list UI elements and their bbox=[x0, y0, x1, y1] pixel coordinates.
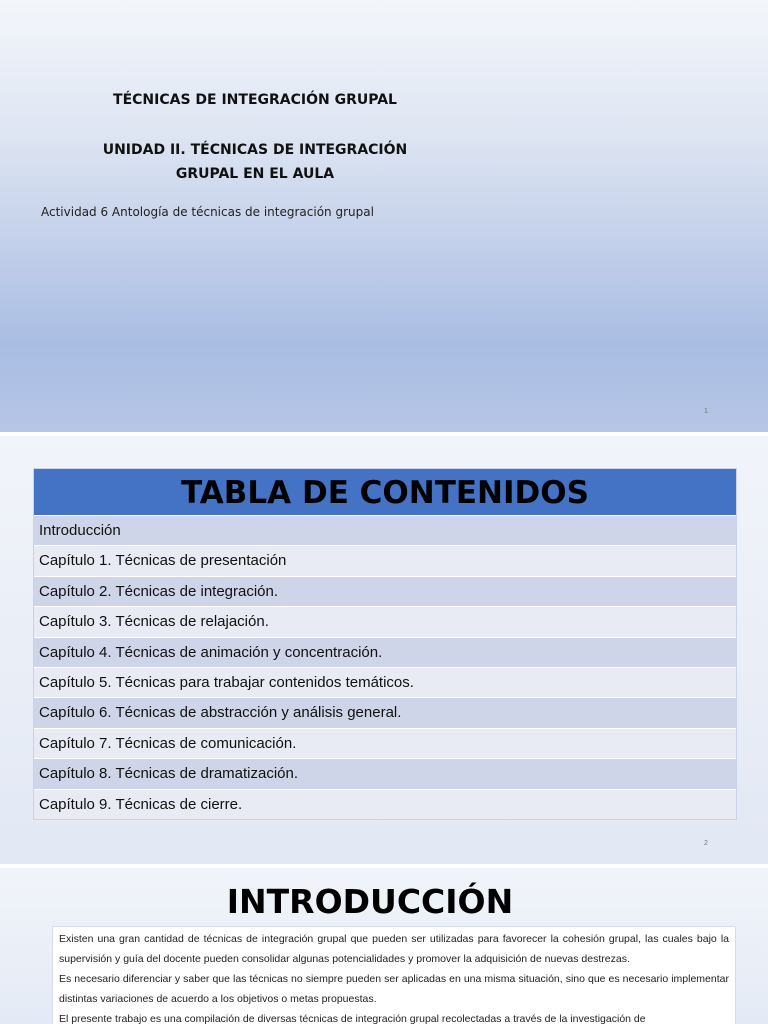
intro-paragraph: El presente trabajo es una compilación de diversas técnicas de integración grupal recolectadas a través de la investigación de bbox=[59, 1013, 646, 1024]
intro-text-box bbox=[52, 926, 736, 1024]
page-number: 1 bbox=[704, 408, 708, 415]
toc-row: Capítulo 5. Técnicas para trabajar contenidos temáticos. bbox=[34, 667, 736, 697]
intro-paragraph: Es necesario diferenciar y saber que las técnicas no siempre pueden ser aplicadas en una misma situación, sino que es necesario implementar distintas variaciones de acuerdo a los objetivos o metas propuestas. bbox=[59, 973, 729, 1005]
toc-table bbox=[33, 468, 737, 820]
toc-rows bbox=[34, 515, 736, 819]
toc-row: Capítulo 9. Técnicas de cierre. bbox=[34, 789, 736, 819]
intro-slide bbox=[0, 868, 768, 1024]
toc-slide bbox=[0, 436, 768, 864]
intro-heading: INTRODUCCIÓN bbox=[226, 882, 514, 921]
toc-row: Capítulo 7. Técnicas de comunicación. bbox=[34, 728, 736, 758]
toc-row: Capítulo 6. Técnicas de abstracción y análisis general. bbox=[34, 697, 736, 727]
unit-title-line2: GRUPAL EN EL AULA bbox=[175, 166, 335, 182]
toc-row: Capítulo 1. Técnicas de presentación bbox=[34, 545, 736, 575]
toc-row: Capítulo 3. Técnicas de relajación. bbox=[34, 606, 736, 636]
toc-row: Introducción bbox=[34, 515, 736, 545]
unit-title bbox=[0, 138, 510, 186]
toc-row: Capítulo 8. Técnicas de dramatización. bbox=[34, 758, 736, 788]
activity-subtitle: Actividad 6 Antología de técnicas de integración grupal bbox=[41, 205, 374, 219]
toc-heading: TABLA DE CONTENIDOS bbox=[34, 469, 736, 515]
toc-row: Capítulo 2. Técnicas de integración. bbox=[34, 576, 736, 606]
intro-paragraph: Existen una gran cantidad de técnicas de integración grupal que pueden ser utilizadas para favorecer la cohesión grupal, las cuales bajo la supervisión y guía del docente pueden consolidar algunas potencialidades y promover la adquisición de nuevas destrezas. bbox=[59, 933, 729, 965]
document-title: TÉCNICAS DE INTEGRACIÓN GRUPAL bbox=[113, 92, 397, 108]
unit-title-line1: UNIDAD II. TÉCNICAS DE INTEGRACIÓN bbox=[102, 142, 408, 158]
title-slide bbox=[0, 0, 768, 432]
page-number: 2 bbox=[704, 840, 708, 847]
toc-row: Capítulo 4. Técnicas de animación y concentración. bbox=[34, 637, 736, 667]
